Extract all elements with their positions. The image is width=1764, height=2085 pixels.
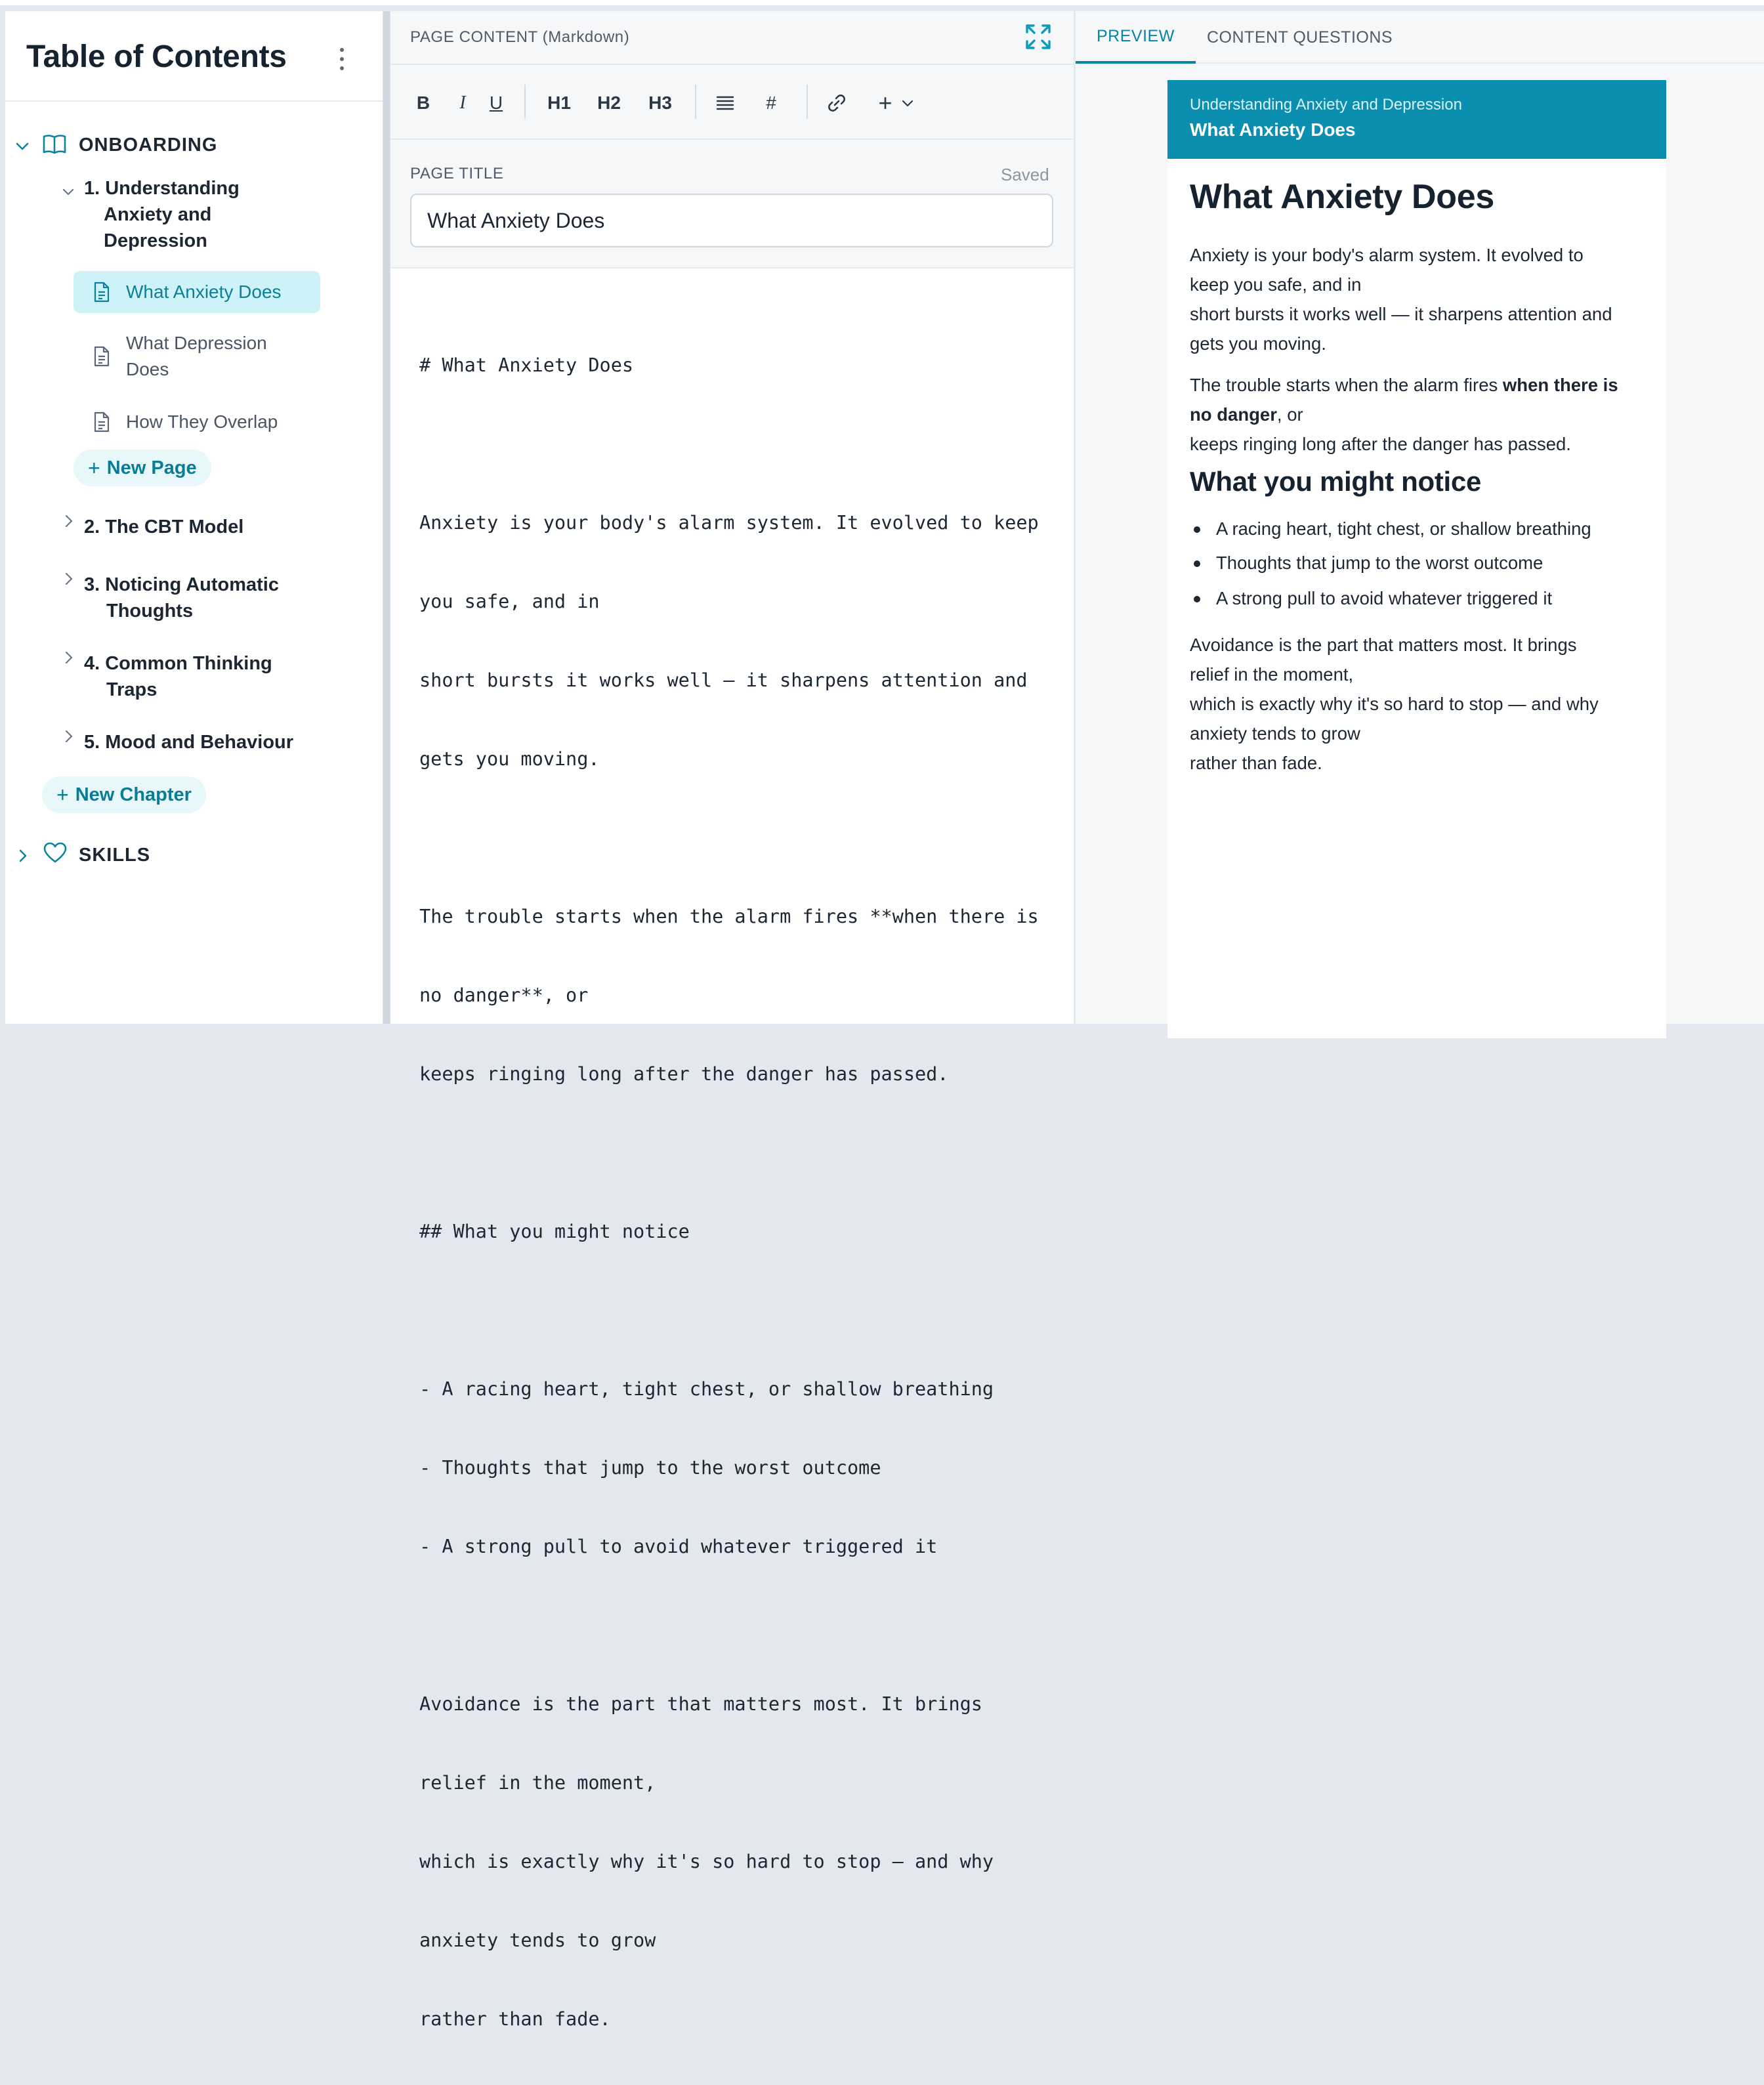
chevron-down-icon: [14, 138, 30, 154]
new-page-button[interactable]: [74, 450, 211, 486]
chapter-2-label[interactable]: 2. The CBT Model: [84, 516, 244, 537]
new-page-label: New Page: [106, 457, 197, 478]
heading-3-button[interactable]: H3: [648, 93, 672, 113]
insert-button[interactable]: +: [878, 89, 892, 116]
preview-heading-1: What Anxiety Does: [1190, 178, 1494, 216]
md-line: The trouble starts when the alarm fires **when there is: [419, 906, 1039, 927]
chapter-5-label[interactable]: 5. Mood and Behaviour: [84, 732, 294, 753]
bold-button[interactable]: B: [416, 93, 430, 113]
page-label-line: Does: [126, 359, 169, 379]
paragraph-text: , or: [1276, 404, 1303, 425]
preview-heading-2: What you might notice: [1190, 466, 1482, 497]
markdown-editor: [390, 11, 1074, 2030]
md-line: short bursts it works well — it sharpens attention and: [419, 669, 1028, 691]
chapter-4-label[interactable]: [84, 650, 272, 703]
align-list-icon[interactable]: [716, 95, 734, 111]
book-open-icon: [42, 133, 67, 156]
heading-2-button[interactable]: H2: [597, 93, 621, 113]
md-line: relief in the moment,: [419, 1772, 656, 1794]
chapter-label-line: Traps: [106, 679, 158, 700]
toolbar-divider: [524, 85, 526, 119]
page-label: How They Overlap: [126, 411, 278, 432]
page-item-what-anxiety-does[interactable]: [74, 271, 320, 313]
paragraph-line: gets you moving.: [1190, 333, 1326, 354]
chevron-right-icon[interactable]: [62, 649, 76, 666]
md-line: # What Anxiety Does: [419, 354, 634, 376]
md-line: ## What you might notice: [419, 1221, 690, 1242]
section-onboarding[interactable]: [5, 129, 373, 162]
paragraph-line: anxiety tends to grow: [1190, 723, 1360, 744]
paragraph-line: which is exactly why it's so hard to stop — and why: [1190, 694, 1599, 714]
plus-icon: +: [56, 782, 69, 807]
md-line: [419, 431, 1049, 457]
document-icon: [93, 282, 110, 303]
bold-text: when there is: [1502, 375, 1618, 395]
md-line: which is exactly why it's so hard to stop — and why: [419, 1851, 994, 1872]
page-item-what-depression-does[interactable]: [74, 326, 320, 387]
md-line: you safe, and in: [419, 591, 600, 612]
preview-breadcrumb: Understanding Anxiety and Depression: [1190, 96, 1462, 114]
chapter-label-line: 4. Common Thinking: [84, 653, 272, 674]
preview-list-item: Thoughts that jump to the worst outcome: [1216, 550, 1543, 576]
preview-card-header: [1167, 80, 1666, 159]
section-label: SKILLS: [79, 845, 151, 866]
md-line: - Thoughts that jump to the worst outcome: [419, 1457, 881, 1479]
tab-content-questions[interactable]: CONTENT QUESTIONS: [1207, 28, 1393, 47]
md-line: Avoidance is the part that matters most. It brings: [419, 1693, 982, 1715]
paragraph-line: keep you safe, and in: [1190, 274, 1362, 295]
page-title-label: PAGE TITLE: [410, 165, 504, 182]
preview-pane: [1074, 11, 1764, 1024]
heading-1-button[interactable]: H1: [547, 93, 571, 113]
preview-paragraph-2: [1190, 370, 1662, 459]
bold-text: no danger: [1190, 404, 1277, 425]
md-line: gets you moving.: [419, 748, 600, 770]
md-line: [419, 1297, 1049, 1324]
link-icon[interactable]: [826, 93, 847, 114]
preview-tabs: [1076, 11, 1764, 64]
tab-preview[interactable]: PREVIEW: [1076, 11, 1196, 64]
chapter-label-line: Anxiety and: [104, 204, 212, 225]
md-line: [419, 1140, 1049, 1166]
sidebar-title: Table of Contents: [26, 39, 287, 74]
chapter-label-line: 1. Understanding: [84, 178, 240, 199]
more-options-icon[interactable]: [332, 43, 352, 75]
preview-card-subtitle: What Anxiety Does: [1190, 119, 1356, 140]
formatting-toolbar: [390, 65, 1074, 140]
md-line: no danger**, or: [419, 984, 589, 1006]
underline-button[interactable]: U: [489, 93, 503, 113]
resize-handle[interactable]: [383, 11, 390, 1024]
table-of-contents-sidebar: [5, 11, 383, 1024]
md-line: - A racing heart, tight chest, or shallow breathing: [419, 1378, 994, 1400]
md-line: [419, 1612, 1049, 1639]
page-item-how-they-overlap[interactable]: [74, 401, 320, 443]
section-skills[interactable]: [5, 839, 373, 872]
md-line: rather than fade.: [419, 2008, 611, 2030]
md-line: keeps ringing long after the danger has passed.: [419, 1063, 949, 1085]
md-line: Anxiety is your body's alarm system. It evolved to keep: [419, 512, 1039, 534]
paragraph-line: keeps ringing long after the danger has passed.: [1190, 434, 1571, 454]
editor-header-label: PAGE CONTENT (Markdown): [410, 28, 630, 46]
paragraph-line: rather than fade.: [1190, 753, 1322, 773]
document-icon: [93, 411, 110, 432]
preview-list-item: A racing heart, tight chest, or shallow breathing: [1216, 516, 1591, 542]
chevron-right-icon[interactable]: [62, 513, 76, 530]
sidebar-header: [5, 11, 383, 102]
preview-paragraph-3: [1190, 630, 1662, 778]
paragraph-line: short bursts it works well — it sharpens attention and: [1190, 304, 1612, 324]
save-status: Saved: [1001, 165, 1049, 184]
toolbar-divider: [695, 85, 696, 119]
top-strip: [0, 0, 1764, 5]
hash-button[interactable]: #: [766, 93, 776, 113]
md-line: - A strong pull to avoid whatever triggered it: [419, 1536, 938, 1557]
chevron-right-icon: [16, 847, 30, 864]
chapter-label-line: 3. Noticing Automatic: [84, 574, 279, 595]
md-line: [419, 825, 1049, 851]
new-chapter-label: New Chapter: [75, 784, 192, 805]
toolbar-divider: [807, 85, 808, 119]
md-line: anxiety tends to grow: [419, 1929, 656, 1951]
page-label: [126, 330, 267, 383]
new-chapter-button[interactable]: [42, 776, 206, 813]
paragraph-text: The trouble starts when the alarm fires: [1190, 375, 1503, 395]
paragraph-line: [1190, 370, 1662, 400]
chevron-down-icon[interactable]: [60, 184, 76, 200]
chevron-right-icon[interactable]: [62, 728, 76, 745]
chapter-1-label[interactable]: [84, 175, 240, 254]
document-icon: [93, 346, 110, 367]
paragraph-line: [1190, 400, 1662, 429]
chapter-label-line: Thoughts: [106, 600, 194, 621]
plus-icon: +: [88, 455, 100, 480]
italic-button[interactable]: I: [459, 93, 466, 113]
preview-card: [1167, 80, 1666, 1038]
page-label: What Anxiety Does: [126, 282, 282, 302]
paragraph-line: Avoidance is the part that matters most. It brings: [1190, 635, 1577, 655]
chevron-right-icon[interactable]: [62, 570, 76, 587]
preview-paragraph-1: [1190, 240, 1662, 358]
page-label-line: What Depression: [126, 333, 267, 353]
chapter-3-label[interactable]: [84, 572, 279, 624]
preview-list-item: A strong pull to avoid whatever triggered it: [1216, 585, 1552, 612]
paragraph-line: Anxiety is your body's alarm system. It evolved to: [1190, 245, 1584, 265]
paragraph-line: relief in the moment,: [1190, 664, 1354, 684]
heart-icon: [43, 842, 67, 864]
markdown-textarea[interactable]: [419, 300, 1049, 2085]
fullscreen-expand-icon[interactable]: [1024, 23, 1052, 51]
section-label: ONBOARDING: [79, 135, 218, 156]
chapter-label-line: Depression: [104, 230, 207, 251]
chevron-down-icon[interactable]: [901, 99, 914, 108]
editor-header: [390, 11, 1074, 65]
page-title-input[interactable]: [410, 194, 1053, 247]
